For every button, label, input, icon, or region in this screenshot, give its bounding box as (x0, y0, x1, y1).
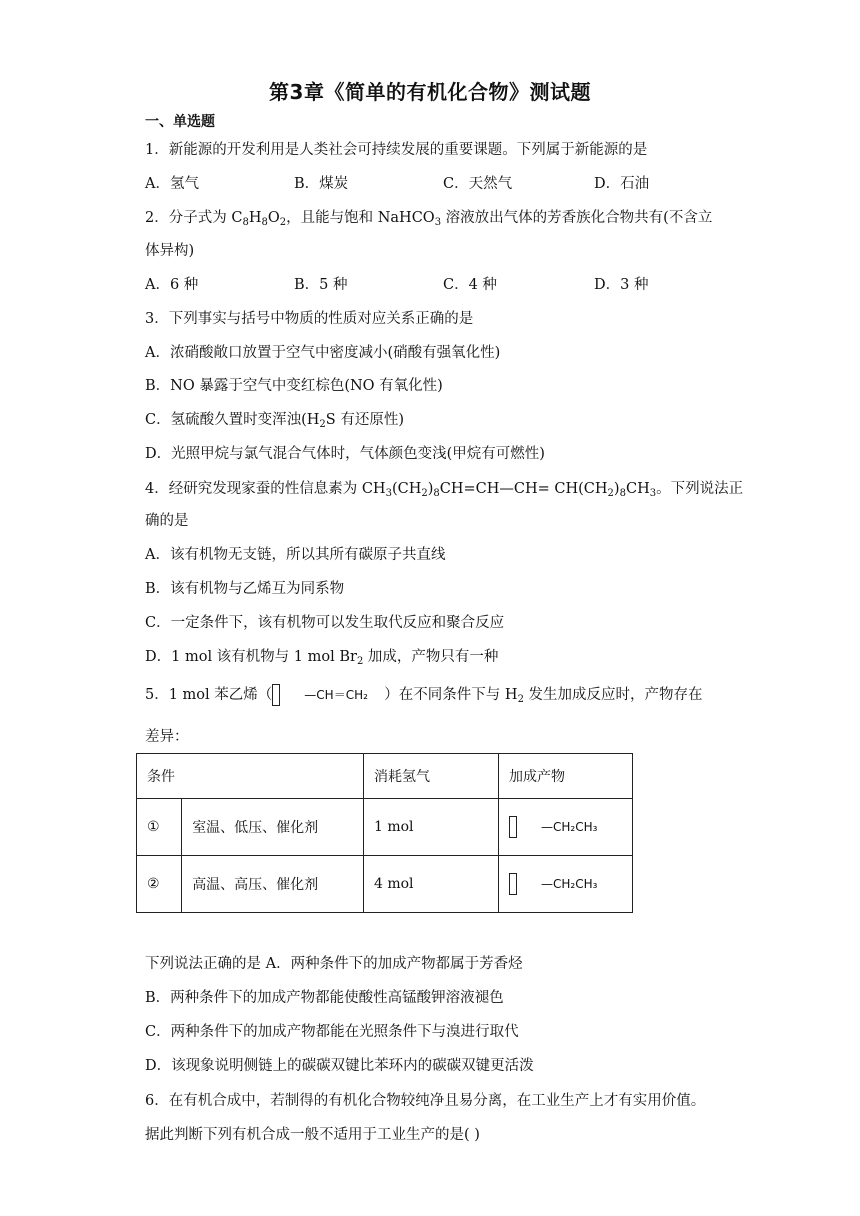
row-condition: 室温、低压、催化剂 (182, 799, 364, 856)
benzene-ring-icon (272, 684, 280, 706)
q2-option-d: D．3 种 (594, 277, 649, 293)
q4-sub: 3 (385, 488, 392, 499)
q2-subscript: 3 (434, 217, 442, 228)
q4-text: CH (625, 481, 650, 497)
row-hydrogen: 4 mol (364, 856, 499, 913)
row-product (499, 856, 633, 913)
row-product (499, 799, 633, 856)
q2-option-b: B．5 种 (294, 277, 348, 293)
row-number: ① (137, 799, 182, 856)
q4-text: ) (613, 481, 620, 497)
q2-text: 2．分子式为 C (145, 210, 243, 226)
ring-icon (509, 816, 517, 838)
q5-option-b: B．两种条件下的加成产物都能使酸性高锰酸钾溶液褪色 (145, 990, 504, 1006)
q2-option-c: C．4 种 (443, 277, 497, 293)
question-5-stem (145, 684, 703, 706)
section-heading: 一、单选题 (145, 114, 215, 130)
q2-subscript: 2 (279, 217, 287, 228)
q4-sub: 8 (619, 488, 626, 499)
q4-sub: 2 (607, 488, 614, 499)
q4-sub: 3 (649, 488, 657, 499)
q4-d-text: 加成，产物只有一种 (363, 649, 499, 665)
q4-text: 。下列说法正 (656, 481, 744, 497)
styrene-formula: —CH＝CH₂ (304, 688, 368, 702)
conditions-table (136, 753, 633, 913)
header-hydrogen: 消耗氢气 (364, 754, 499, 799)
table-row (137, 856, 633, 913)
q3-c-text: C．氢硫酸久置时变浑浊(H (145, 412, 320, 428)
q5-option-c: C．两种条件下的加成产物都能在光照条件下与溴进行取代 (145, 1024, 519, 1040)
question-2-stem-cont: 体异构) (145, 243, 195, 259)
q5-text: ）在不同条件下与 H (384, 687, 518, 703)
question-2-stem (145, 208, 712, 228)
q3-option-a: A．浓硝酸敞口放置于空气中密度减小(硝酸有强氧化性) (145, 345, 501, 361)
q4-d-text: D．1 mol 该有机物与 1 mol Br (145, 649, 357, 665)
question-5-stem-cont: 差异： (145, 729, 189, 745)
q2-subscript: 8 (261, 217, 268, 228)
q4-d-subscript: 2 (356, 656, 364, 667)
q4-sub: 8 (433, 488, 440, 499)
q2-subscript: 8 (242, 217, 249, 228)
q1-option-a: A．氢气 (145, 176, 199, 192)
q4-text: CH=CH—CH= CH(CH (439, 481, 608, 497)
q2-text: H (248, 210, 262, 226)
q1-option-b: B．煤炭 (294, 176, 349, 192)
q4-option-c: C．一定条件下，该有机物可以发生取代反应和聚合反应 (145, 615, 505, 631)
question-4-stem-cont: 确的是 (145, 513, 189, 529)
q1-option-d: D．石油 (594, 176, 650, 192)
ring-icon (509, 873, 517, 895)
q4-option-d (145, 647, 498, 667)
q2-option-a: A．6 种 (145, 277, 199, 293)
question-3-stem: 3．下列事实与括号中物质的性质对应关系正确的是 (145, 311, 474, 327)
table-row (137, 799, 633, 856)
q4-text: ) (427, 481, 434, 497)
q1-option-c: C．天然气 (443, 176, 513, 192)
q3-c-text: S 有还原性) (325, 412, 404, 428)
q5-option-d: D．该现象说明侧链上的碳碳双键比苯环内的碳碳双键更活泼 (145, 1058, 534, 1074)
header-product: 加成产物 (499, 754, 633, 799)
q5-option-a: 下列说法正确的是 A．两种条件下的加成产物都属于芳香烃 (145, 956, 523, 972)
q4-sub: 2 (421, 488, 428, 499)
question-6-stem-cont: 据此判断下列有机合成一般不适用于工业生产的是( ) (145, 1127, 480, 1143)
row-condition: 高温、高压、催化剂 (182, 856, 364, 913)
table-header-row (137, 754, 633, 799)
product-formula: —CH₂CH₃ (541, 820, 598, 834)
q2-text: ，且能与饱和 NaHCO (286, 210, 435, 226)
q2-text: 溶液放出气体的芳香族化合物共有(不含立 (441, 210, 713, 226)
q4-text: (CH (391, 481, 422, 497)
q5-subscript: 2 (517, 694, 524, 705)
styrene-structure (272, 684, 384, 706)
q5-text: 发生加成反应时，产物存在 (523, 687, 703, 703)
header-condition: 条件 (137, 754, 364, 799)
q3-option-c (145, 410, 404, 430)
page-title: 第3章《简单的有机化合物》测试题 (269, 80, 591, 104)
q3-c-subscript: 2 (319, 419, 326, 430)
q4-option-b: B．该有机物与乙烯互为同系物 (145, 581, 345, 597)
q3-option-b: B．NO 暴露于空气中变红棕色(NO 有氧化性) (145, 378, 443, 394)
question-4-stem (145, 479, 743, 499)
product-formula: —CH₂CH₃ (541, 877, 598, 891)
row-number: ② (137, 856, 182, 913)
question-1-stem: 1．新能源的开发利用是人类社会可持续发展的重要课题。下列属于新能源的是 (145, 142, 648, 158)
q3-option-d: D．光照甲烷与氯气混合气体时，气体颜色变浅(甲烷有可燃性) (145, 446, 545, 462)
q5-text: 5．1 mol 苯乙烯（ (145, 687, 273, 703)
question-6-stem: 6．在有机合成中，若制得的有机化合物较纯净且易分离，在工业生产上才有实用价值。 (145, 1093, 706, 1109)
q2-text: O (267, 210, 280, 226)
row-hydrogen: 1 mol (364, 799, 499, 856)
q4-option-a: A．该有机物无支链，所以其所有碳原子共直线 (145, 547, 446, 563)
q4-text: 4．经研究发现家蚕的性信息素为 CH (145, 481, 386, 497)
